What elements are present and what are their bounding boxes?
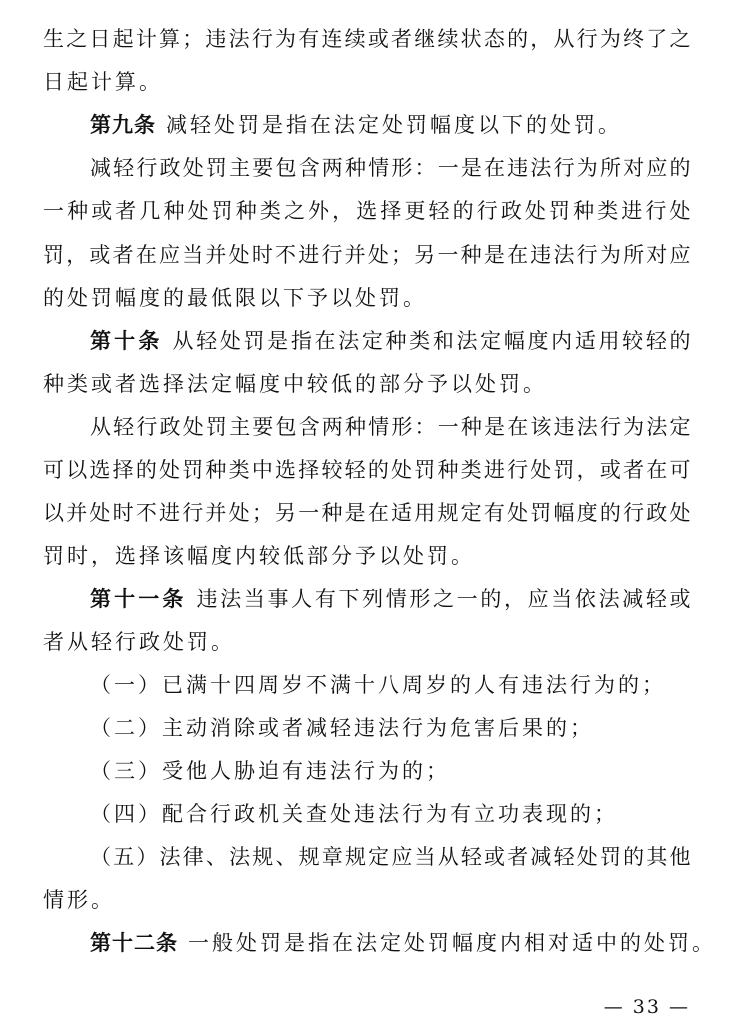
list-item: （二）主动消除或者减轻违法行为危害后果的； xyxy=(90,716,594,740)
article-text: 从轻处罚是指在法定种类和法定幅度内适用较轻的 xyxy=(172,329,691,353)
text-line: 从轻行政处罚主要包含两种情形：一种是在该违法行为法定 xyxy=(90,415,691,439)
article-twelve xyxy=(90,922,716,965)
article-heading: 第九条 xyxy=(90,113,156,137)
text-line: 以并处时不进行并处；另一种是在适用规定有处罚幅度的行政处 xyxy=(43,501,691,525)
list-item: （一）已满十四周岁不满十八周岁的人有违法行为的； xyxy=(90,673,666,697)
text-line: 罚，或者在应当并处时不进行并处；另一种是在违法行为所对应 xyxy=(43,243,691,267)
text-line: 可以选择的处罚种类中选择较轻的处罚种类进行处罚，或者在可 xyxy=(43,458,691,482)
text-line: 情形。 xyxy=(43,888,115,912)
page-number: — 33 — xyxy=(603,996,690,1018)
article-text: 减轻处罚是指在法定处罚幅度以下的处罚。 xyxy=(166,113,622,137)
article-heading: 第十条 xyxy=(90,329,163,353)
text-line: 种类或者选择法定幅度中较低的部分予以处罚。 xyxy=(43,372,547,396)
article-eleven xyxy=(90,578,691,621)
text-line: 日起计算。 xyxy=(43,70,163,94)
text-line: 一种或者几种处罚种类之外，选择更轻的行政处罚种类进行处 xyxy=(43,199,691,223)
article-text: 一般处罚是指在法定处罚幅度内相对适中的处罚。 xyxy=(188,931,716,955)
article-nine xyxy=(90,104,691,147)
article-ten xyxy=(90,320,691,363)
text-line: 生之日起计算；违法行为有连续或者继续状态的，从行为终了之 xyxy=(43,27,691,51)
text-line: 者从轻行政处罚。 xyxy=(43,630,235,654)
list-item: （三）受他人胁迫有违法行为的； xyxy=(90,759,450,783)
article-heading: 第十一条 xyxy=(90,587,187,611)
text-line: 罚时，选择该幅度内较低部分予以处罚。 xyxy=(43,544,475,568)
text-line: 减轻行政处罚主要包含两种情形：一是在违法行为所对应的 xyxy=(90,156,691,180)
article-heading: 第十二条 xyxy=(90,931,178,955)
article-text: 违法当事人有下列情形之一的，应当依法减轻或 xyxy=(196,587,692,611)
list-item: （四）配合行政机关查处违法行为有立功表现的； xyxy=(90,802,618,826)
list-item: （五）法律、法规、规章规定应当从轻或者减轻处罚的其他 xyxy=(90,845,691,869)
text-line: 的处罚幅度的最低限以下予以处罚。 xyxy=(43,286,427,310)
